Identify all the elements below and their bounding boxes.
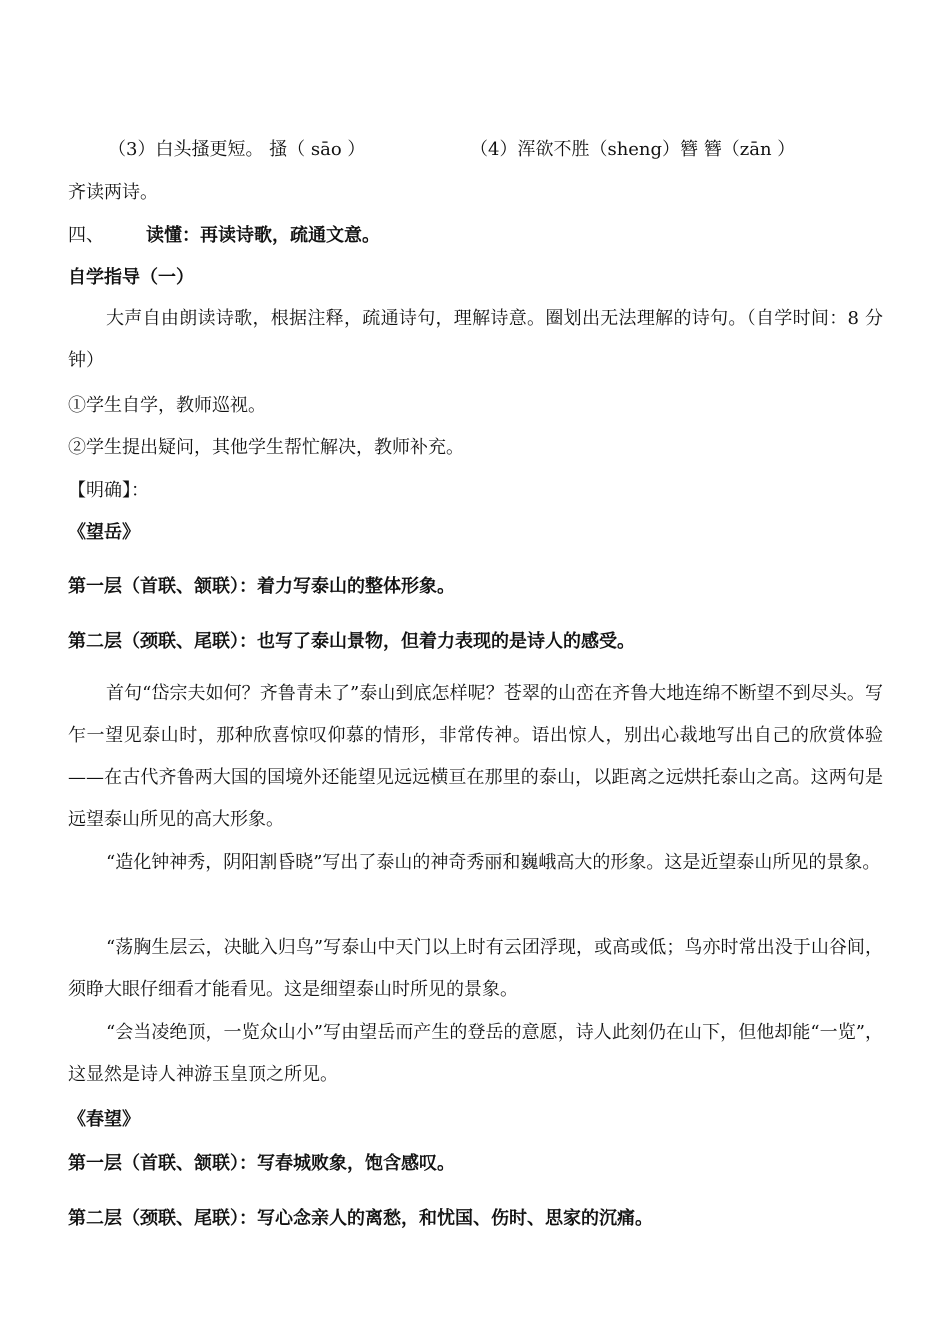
poem-title-chunwang: 《春望》 <box>68 1109 140 1130</box>
self-study-instruction: 大声自由朗读诗歌，根据注释，疏通诗句，理解诗意。圈划出无法理解的诗句。（自学时间：8 分钟） <box>68 308 883 371</box>
chunwang-layer-1: 第一层（首联、颔联）：写春城败象，饱含感叹。 <box>68 1153 455 1174</box>
instruction-read-both: 齐读两诗。 <box>68 182 158 203</box>
analysis-paragraph-4: “会当凌绝顶，一览众山小”写由望岳而产生的登岳的意愿，诗人此刻仍在山下，但他却能“一览”，这显然是诗人神游玉皇顶之所见。 <box>68 1022 883 1085</box>
section-heading: 读懂：再读诗歌，疏通文意。 <box>146 225 380 246</box>
wangyue-layer-2: 第二层（颈联、尾联）：也写了泰山景物，但着力表现的是诗人的感受。 <box>68 631 635 652</box>
section-number: 四、 <box>68 225 104 246</box>
poem-title-wangyue: 《望岳》 <box>68 522 140 543</box>
step-1: ①学生自学，教师巡视。 <box>68 395 266 416</box>
chunwang-layer-2: 第二层（颈联、尾联）：写心念亲人的离愁，和忧国、伤时、思家的沉痛。 <box>68 1208 653 1229</box>
step-2: ②学生提出疑问，其他学生帮忙解决，教师补充。 <box>68 437 464 458</box>
vocab-item-3: （3）白头搔更短。 搔（ sāo ） <box>108 139 366 160</box>
self-study-heading: 自学指导（一） <box>68 267 194 288</box>
clarify-label: 【明确】： <box>68 480 149 501</box>
wangyue-layer-1: 第一层（首联、颔联）：着力写泰山的整体形象。 <box>68 576 455 597</box>
analysis-paragraph-3: “荡胸生层云，决眦入归鸟”写泰山中天门以上时有云团浮现，或高或低；鸟亦时常出没于山谷间，须睁大眼仔细看才能看见。这是细望泰山时所见的景象。 <box>68 937 883 1000</box>
analysis-paragraph-1: 首句“岱宗夫如何？齐鲁青未了”泰山到底怎样呢？苍翠的山峦在齐鲁大地连绵不断望不到尽头。写乍一望见泰山时，那种欣喜惊叹仰慕的情形，非常传神。语出惊人，别出心裁地写出自己的欣赏体验——在古代齐鲁两大国的国境外还能望见远远横亘在那里的泰山，以距离之远烘托泰山之高。这两句是远望泰山所见的高大形象。 <box>68 683 883 830</box>
analysis-paragraph-2: “造化钟神秀，阴阳割昏晓”写出了泰山的神奇秀丽和巍峨高大的形象。这是近望泰山所见的景象。 <box>106 852 881 873</box>
vocab-item-4: （4）浑欲不胜（sheng）簪 簪（zān ） <box>470 139 796 160</box>
